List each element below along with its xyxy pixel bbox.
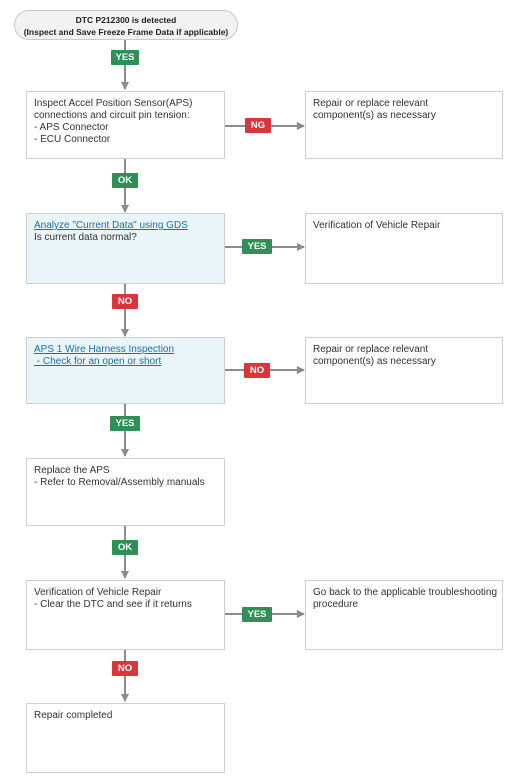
step-text: - Clear the DTC and see if it returns (34, 599, 192, 610)
step-text: component(s) as necessary (313, 110, 436, 121)
step-text: Repair or replace relevant (313, 98, 429, 109)
step-text: Verification of Vehicle Repair (313, 220, 441, 231)
badge-ok: OK (112, 540, 138, 555)
step-go-back-troubleshooting (305, 580, 503, 650)
step-text: Go back to the applicable troubleshooting (313, 587, 498, 598)
gds-current-data-link[interactable]: Analyze "Current Data" using GDS (34, 220, 188, 231)
step-repair-completed (26, 703, 225, 773)
step-text: Verification of Vehicle Repair (34, 587, 162, 598)
step-question: Is current data normal? (34, 232, 137, 243)
harness-inspection-link[interactable]: APS 1 Wire Harness Inspection (34, 344, 175, 355)
step-text: connections and circuit pin tension: (34, 110, 190, 121)
step-text: procedure (313, 599, 359, 610)
step-text: - ECU Connector (34, 134, 111, 145)
step-text: - APS Connector (34, 122, 109, 133)
step-repair-or-replace (305, 91, 503, 159)
badge-ok: OK (112, 173, 138, 188)
step-replace-aps (26, 458, 225, 526)
badge-no: NO (112, 661, 138, 676)
step-text: - Refer to Removal/Assembly manuals (34, 477, 205, 488)
step-text: Repair completed (34, 710, 113, 721)
badge-ng: NG (245, 118, 271, 133)
badge-yes: YES (242, 239, 272, 254)
start-node-title: DTC P212300 is detected (75, 15, 177, 25)
badge-no: NO (244, 363, 270, 378)
step-text: Inspect Accel Position Sensor(APS) (34, 98, 193, 109)
badge-yes: YES (242, 607, 272, 622)
step-repair-or-replace (305, 337, 503, 404)
start-node-subtitle: (Inspect and Save Freeze Frame Data if applicable) (23, 27, 229, 37)
badge-yes: YES (110, 416, 140, 431)
step-aps1-wire-harness-inspection (26, 337, 225, 404)
step-text: Repair or replace relevant (313, 344, 429, 355)
step-verification-of-vehicle-repair (305, 213, 503, 284)
check-open-short-link[interactable]: - Check for an open or short (34, 356, 162, 367)
step-analyze-current-data (26, 213, 225, 284)
badge-no: NO (112, 294, 138, 309)
step-text: component(s) as necessary (313, 356, 436, 367)
step-verification-of-vehicle-repair (26, 580, 225, 650)
step-text: Replace the APS (34, 465, 110, 476)
step-inspect-aps (26, 91, 225, 159)
start-node-dtc-detected (14, 10, 238, 40)
badge-yes: YES (111, 50, 139, 65)
